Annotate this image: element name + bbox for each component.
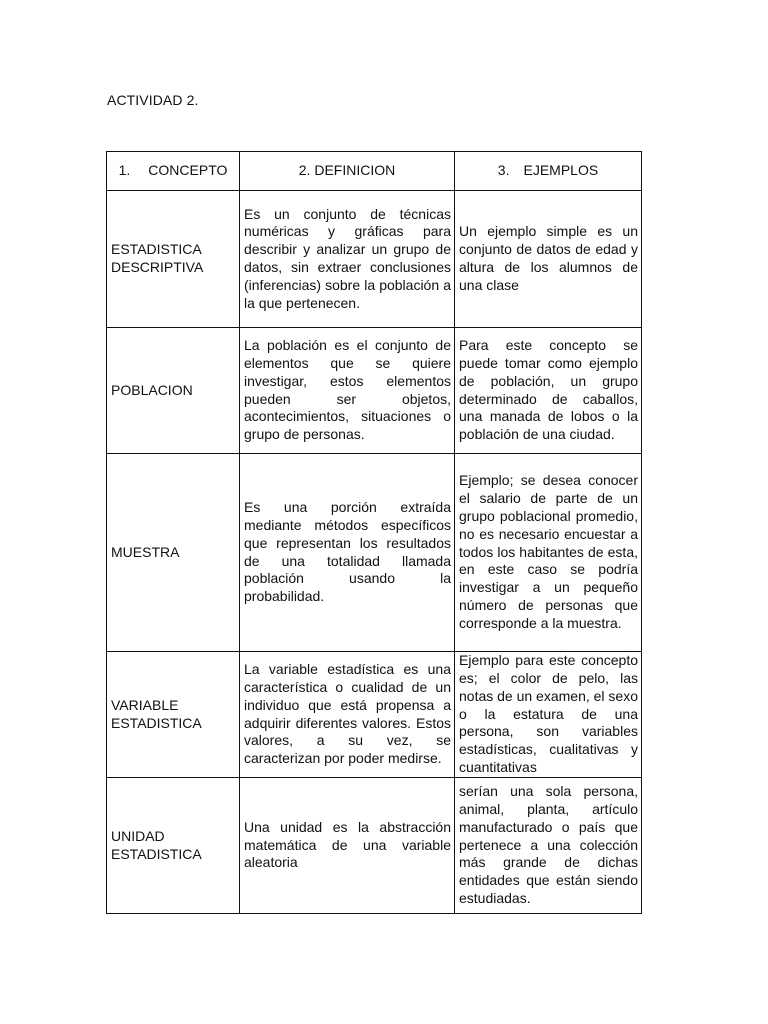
example-cell: Un ejemplo simple es un conjunto de datos de edad y altura de los alumnos de una clase <box>455 191 642 328</box>
concept-cell: ESTADISTICA DESCRIPTIVA <box>107 191 240 328</box>
header-definicion-number: 2. <box>298 162 311 179</box>
concept-table <box>106 151 642 914</box>
concept-cell: POBLACION <box>107 328 240 454</box>
example-cell: Ejemplo para este concepto es; el color de pelo, las notas de un examen, el sexo o la estatura de una persona, son variables estadísticas, cualitativas y cuantitativas <box>455 652 642 778</box>
header-definicion <box>240 152 455 191</box>
example-cell: Ejemplo; se desea conocer el salario de parte de un grupo poblacional promedio, no es necesario encuestar a todos los habitantes de esta, en este caso se podría investigar a un pequeño número de personas que corresponde a la muestra. <box>455 454 642 652</box>
concept-cell: VARIABLE ESTADISTICA <box>107 652 240 778</box>
table-row <box>107 454 642 652</box>
example-cell: Para este concepto se puede tomar como ejemplo de población, un grupo determinado de caballos, una manada de lobos o la población de una ciudad. <box>455 328 642 454</box>
definition-cell: Una unidad es la abstracción matemática de una variable aleatoria <box>240 778 455 914</box>
definition-cell: Es un conjunto de técnicas numéricas y gráficas para describir y analizar un grupo de datos, sin extraer conclusiones (inferencias) sobre la población a la que pertenecen. <box>240 191 455 328</box>
concept-cell: MUESTRA <box>107 454 240 652</box>
concept-cell: UNIDAD ESTADISTICA <box>107 778 240 914</box>
definition-cell: La variable estadística es una característica o cualidad de un individuo que está propensa a adquirir diferentes valores. Estos valores, a su vez, se caracterizan por poder medirse. <box>240 652 455 778</box>
header-ejemplos-label: EJEMPLOS <box>523 162 599 179</box>
header-ejemplos <box>455 152 642 191</box>
header-ejemplos-number: 3. <box>497 162 510 179</box>
table-row <box>107 191 642 328</box>
header-concepto-label: CONCEPTO <box>148 162 228 179</box>
table-row <box>107 652 642 778</box>
document-title: ACTIVIDAD 2. <box>107 92 199 108</box>
table-row <box>107 328 642 454</box>
table-row <box>107 778 642 914</box>
definition-cell: La población es el conjunto de elementos que se quiere investigar, estos elementos pueden ser objetos, acontecimientos, situaciones o grupo de personas. <box>240 328 455 454</box>
table-header-row <box>107 152 642 191</box>
header-concepto <box>107 152 240 191</box>
header-definicion-label: DEFINICION <box>314 162 396 179</box>
definition-cell: Es una porción extraída mediante métodos específicos que representan los resultados de una totalidad llamada población usando la probabilidad. <box>240 454 455 652</box>
example-cell: serían una sola persona, animal, planta, artículo manufacturado o país que pertenece a una colección más grande de dichas entidades que están siendo estudiadas. <box>455 778 642 914</box>
header-concepto-number: 1. <box>118 162 131 179</box>
